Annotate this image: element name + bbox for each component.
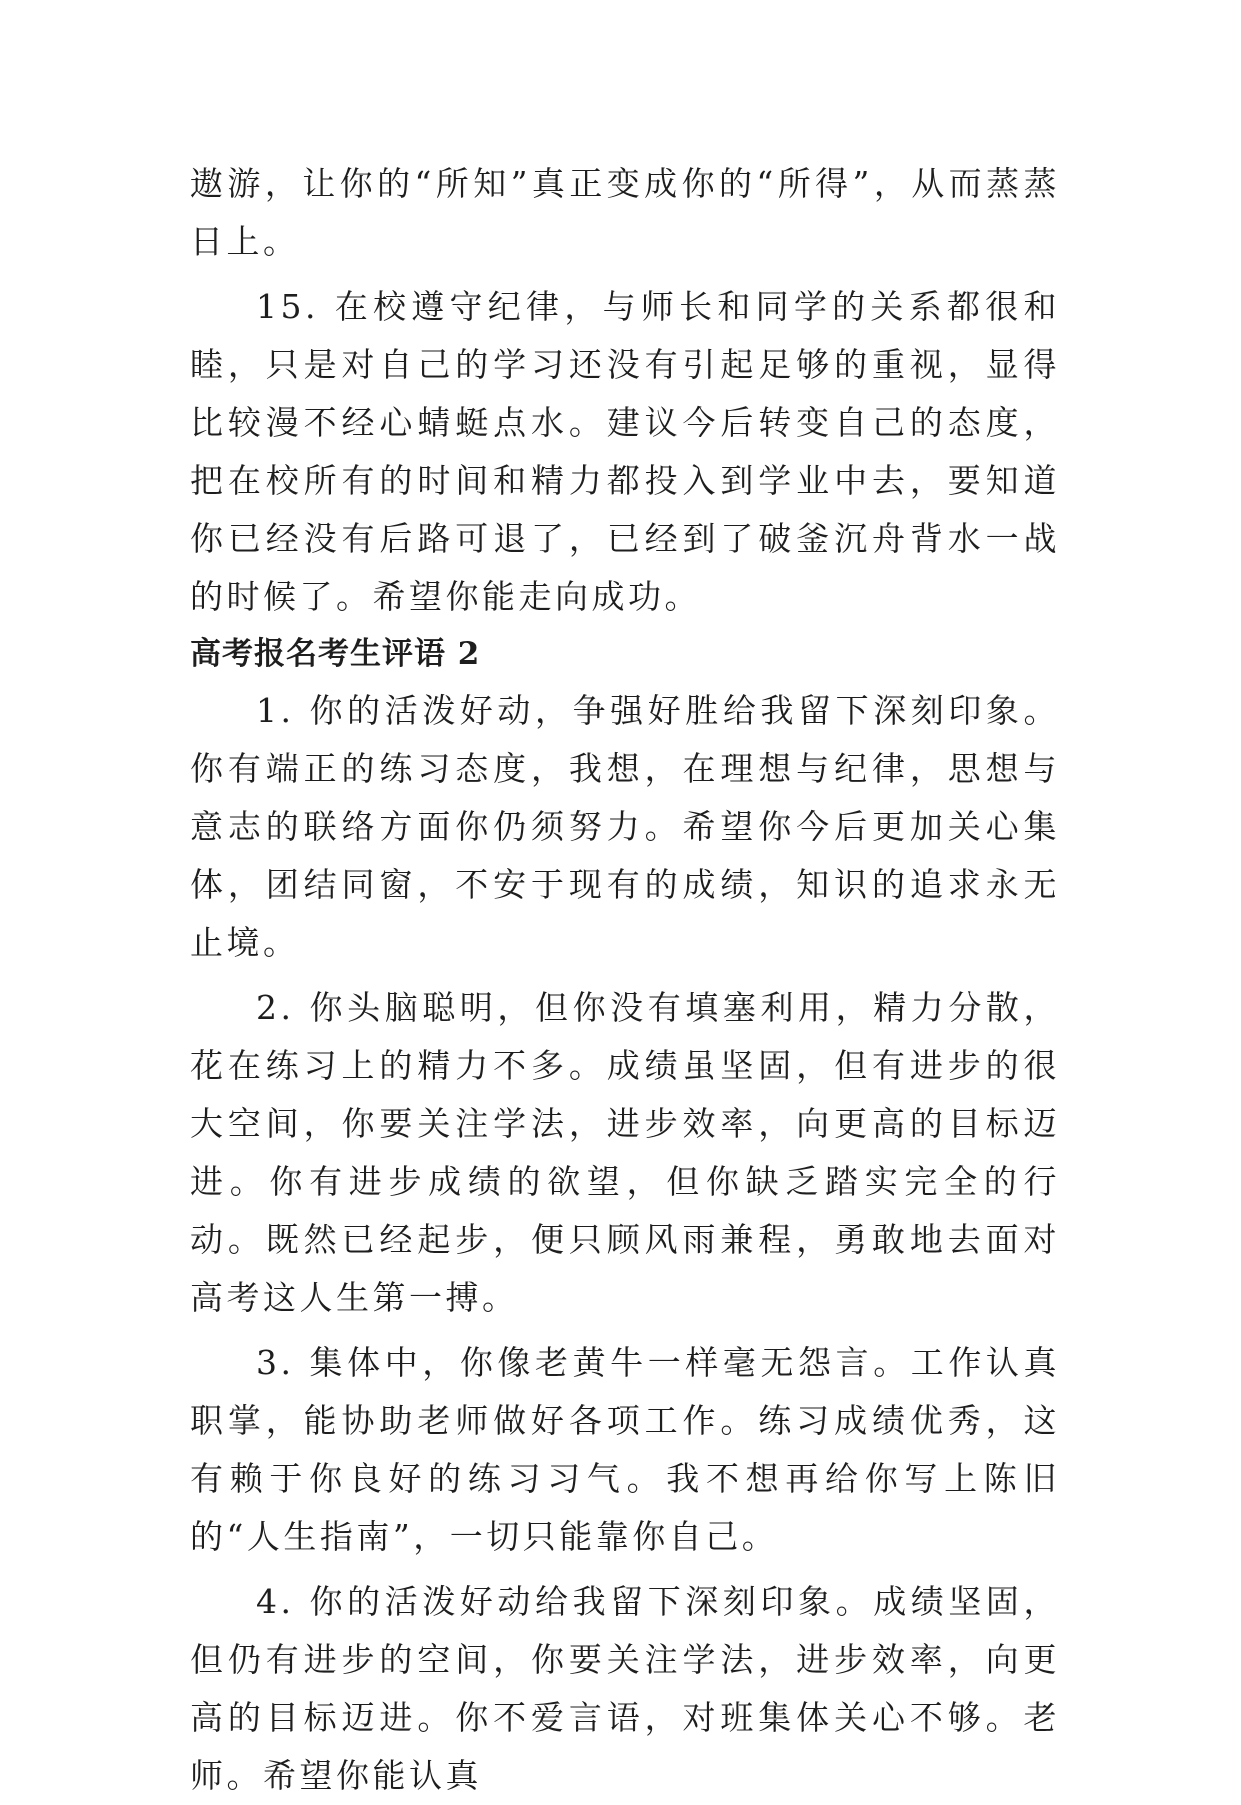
document-body: [190, 155, 1060, 1805]
comment-paragraph-3: 3. 集体中，你像老黄牛一样毫无怨言。工作认真职掌，能协助老师做好各项工作。练习成绩优秀，这有赖于你良好的练习习气。我不想再给你写上陈旧的“人生指南”，一切只能靠你自己。: [190, 1343, 1060, 1556]
continued-paragraph: 遨游，让你的“所知”真正变成你的“所得”，从而蒸蒸日上。: [190, 164, 1060, 261]
comment-paragraph-4: 4. 你的活泼好动给我留下深刻印象。成绩坚固，但仍有进步的空间，你要关注学法，进步效率，向更高的目标迈进。你不爱言语，对班集体关心不够。老师。希望你能认真: [190, 1582, 1060, 1795]
comment-paragraph-15: 15. 在校遵守纪律，与师长和同学的关系都很和睦，只是对自己的学习还没有引起足够的重视，显得比较漫不经心蜻蜓点水。建议今后转变自己的态度，把在校所有的时间和精力都投入到学业中去，要知道你已经没有后路可退了，已经到了破釜沉舟背水一战的时候了。希望你能走向成功。: [190, 287, 1060, 616]
section-title: 高考报名考生评语 2: [190, 636, 481, 672]
comment-paragraph-1: 1. 你的活泼好动，争强好胜给我留下深刻印象。你有端正的练习态度，我想，在理想与纪律，思想与意志的联络方面你仍须努力。希望你今后更加关心集体，团结同窗，不安于现有的成绩，知识的追求永无止境。: [190, 691, 1060, 962]
comment-paragraph-2: 2. 你头脑聪明，但你没有填塞利用，精力分散，花在练习上的精力不多。成绩虽坚固，但有进步的很大空间，你要关注学法，进步效率，向更高的目标迈进。你有进步成绩的欲望，但你缺乏踏实完全的行动。既然已经起步，便只顾风雨兼程，勇敢地去面对高考这人生第一搏。: [190, 988, 1060, 1317]
